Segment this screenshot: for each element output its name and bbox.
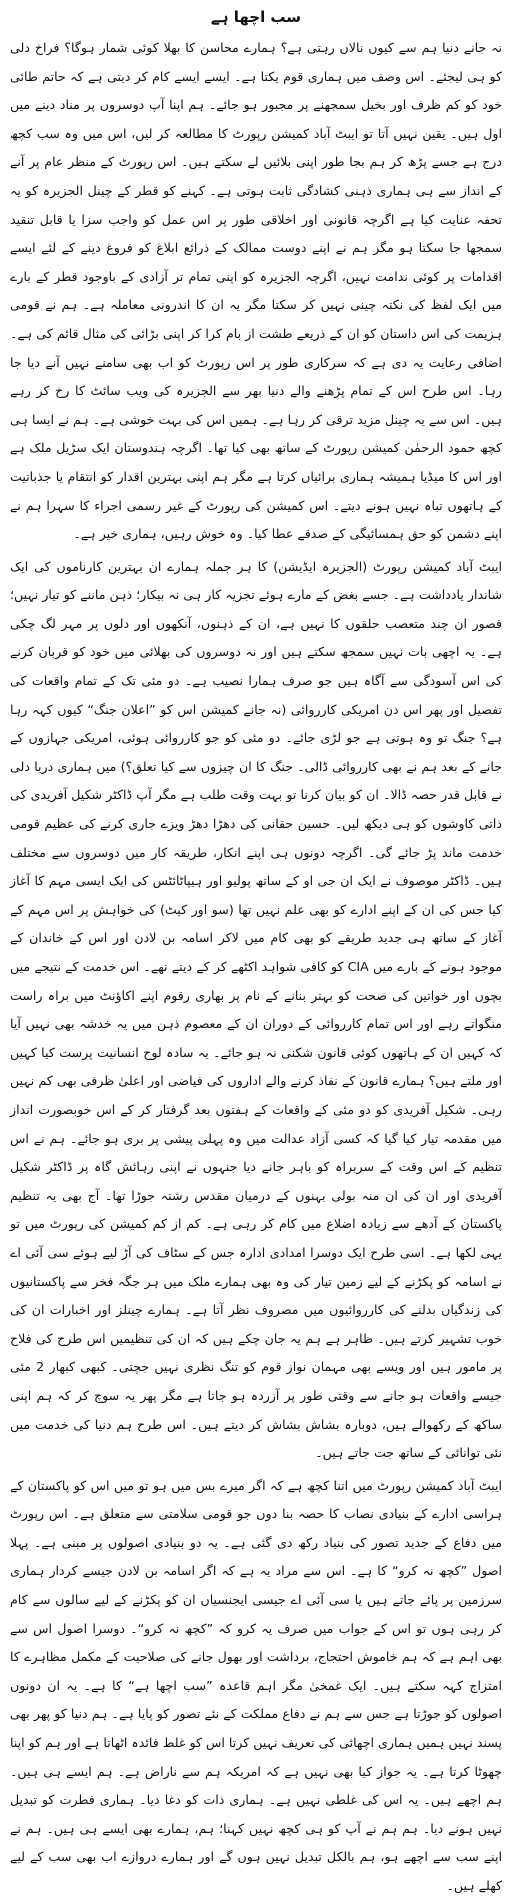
article-paragraph: نہ جانے دنیا ہم سے کیوں نالاں رہتی ہے؟ ہمارے محاسن کا بھلا کوئی شمار ہوگا؟ فراخ دلی کو ہی لیجئے۔ اس وصف میں ہماری قوم یکتا ہے۔ ایسے ایسے کام کر دیتی ہے کہ حاتم طائی خود کو کم ظرف اور بخیل سمجھنے پر مجبور ہو جائے۔ ہم اپنا آپ دوسروں پر مناد دینے میں اول ہیں۔ یقین نہیں آتا تو ایبٹ آباد کمیشن رپورٹ کا مطالعہ کر لیں، اس میں وہ سب کچھ درج ہے جسے پڑھ کر ہم بجا طور اپنی بلائیں لے سکتے ہیں۔ اس رپورٹ کے منظر عام پر آنے کے انداز سے ہی ہماری ذہنی کشادگی ثابت ہوتی ہے۔ کہنے کو قطر کے چینل الجزیرہ کو یہ تحفہ عنایت کیا ہے اگرچہ قانونی اور اخلاقی طور پر اس عمل کو واجب سزا یا قابل تنقید سمجھا جا سکتا ہو مگر ہم نے اپنے دوست ممالک کے ذرائع ابلاغ کو فروغ دینے کے لئے ایسے اقدامات پر کوئی ندامت نہیں، اگرچہ الجزیرہ کو اپنی تمام تر آزادی کے باوجود قطر کے بارے میں ایک لفظ کی نکتہ چینی نہیں کر سکتا مگر یہ ان کا اندرونی معاملہ ہے۔ ہم نے قومی ہزیمت کی اس داستان کو ان کے ذریعے طشت از بام کرا کر اپنی بڑائی کی مثال قائم کی ہے۔ اضافی رعایت یہ دی ہے کہ سرکاری طور پر اس رپورٹ کو اب بھی سامنے نہیں آنے دیا جا رہا۔ اس طرح اس کے تمام پڑھنے والے دنیا بھر سے الجزیرہ کی ویب سائٹ کا رخ کر رہے ہیں۔ اس سے یہ چینل مزید ترقی کر رہا ہے۔ ہمیں اس کی بہت خوشی ہے۔ ہم نے ایسا ہی کچھ حمود الرحمٰن کمیشن رپورٹ کے ساتھ بھی کیا تھا۔ اگرچہ ہندوستان ایک سڑیل ملک ہے اور اس کا میڈیا ہمیشہ ہماری برائیاں کرتا ہے مگر ہم اپنی بہترین اقدار کو انتقام یا جذباتیت کے ہاتھوں تباہ نہیں ہونے دیتے۔ اس کمیشن کی رپورٹ کے غیر رسمی اجراء کا سہرا ہم نے اپنے دشمن کو حق ہمسائیگی کے صدقے عطا کیا۔ وہ خوش رہیں، ہماری خیر ہے۔ bbox=[10, 40, 502, 542]
article-paragraph: ایبٹ آباد کمیشن رپورٹ (الجزیرہ ایڈیشن) کا ہر جملہ ہمارے ان بہترین کارناموں کی ایک شاندار یادداشت ہے۔ جسے بغض کے مارے ہوئے تجزیہ کار ہی نہ بیکار؛ ذہن ماننے کو تیار نہیں؛ قصور ان چند متعصب حلقوں کا نہیں ہے، ان کے ذہنوں، آنکھوں اور دلوں پر مہر لگ چکی ہے۔ یہ اچھی بات نہیں سمجھ سکتے ہیں اور نہ دوسروں کی بھلائی میں خود کو قربان کرنے کی اس آسودگی سے آگاہ ہیں جو صرف ہمارا نصیب ہے۔ دو مئی تک کے تمام واقعات کی تفصیل اور پھر اس دن امریکی کارروائی (نہ جانے کمیشن اس کو ”اعلان جنگ“ کیوں کہہ رہا ہے؟ جنگ تو وہ ہوتی ہے جو لڑی جائے۔ دو مئی کو جو کارروائی ہوئی، امریکی جہازوں کے جانے کے بعد ہم نے بھی کارروائی ڈالی۔ جنگ کا ان چیزوں سے کیا تعلق؟) میں ہماری دریا دلی نے قابل قدر حصہ ڈالا۔ ان کو بیان کرنا تو بہت وقت طلب ہے مگر آپ ڈاکٹر شکیل آفریدی کی ذاتی کاوشوں کو ہی دیکھ لیں۔ حسین حقانی کی دھڑا دھڑ ویزے جاری کرنے کی عظیم قومی خدمت ماند پڑ جائے گی۔ اگرچہ دونوں ہی اپنے انکار، طریقہ کار میں دوسروں سے مختلف ہیں۔ ڈاکٹر موصوف نے ایک ان جی او کے ساتھ پولیو اور ہیپاٹائٹس کی ایک ایسی مہم کا آغاز کیا جس کی ان کے اپنے ادارے کو بھی علم نہیں تھا (سو اور کیٹ) کی خواہش پر اس مہم کے آغاز کے ساتھ ہی جدید طریقے کو بھی کام میں لاکر اسامہ بن لادن اور اس کے خاندان کے موجود ہونے کے بارے میں CIA کو کافی شواہد اکٹھے کر کے دیتے تھے۔ اس خدمت کے نتیجے میں بچوں اور خواتین کی صحت کو بہتر بنانے کے نام پر بھاری رقوم اپنے اکاؤنٹ میں براہ راست منگواتے رہے اور اس تمام کارروائی کے دوران ان کے معصوم ذہن میں یہ خدشہ بھی نہیں آیا کہ کہیں ان کے ہاتھوں کوئی قانون شکنی نہ ہو جائے۔ یہ سادہ لوح انسانیت پرست کیا کہیں اور ملتے ہیں؟ ہمارے قانون کے نفاذ کرنے والے اداروں کی فیاضی اور اعلیٰ ظرفی بھی کم نہیں رہی۔ شکیل آفریدی کو دو مئی کے واقعات کے ہفتوں بعد گرفتار کر کے اس خوبصورت انداز میں مقدمہ تیار کیا گیا کہ کسی آزاد عدالت میں وہ پہلی پیشی پر بری ہو جائے۔ ہم نے اس تنظیم کے اس وقت کے سربراہ کو باہر جانے دیا جنہوں نے اپنی رہائش گاہ پر ڈاکٹر شکیل آفریدی اور ان کی ان منہ بولی بہنوں کے درمیان مقدس رشتہ جوڑا تھا۔ آج بھی یہ تنظیم پاکستان کے آدھے سے زیادہ اضلاع میں کام کر رہی ہے۔ کم از کم کمیشن کی رپورٹ میں تو یہی لکھا ہے۔ اسی طرح ایک دوسرا امدادی ادارہ جس کے سٹاف کی آڑ لیے ہوئے سی آئی اے نے اسامہ کو پکڑنے کے لیے زمین تیار کی وہ بھی ہمارے ملک میں ہر جگہ فخر سے پاکستانیوں کی زندگیاں بدلنے کی کارروائیوں میں مصروف نظر آتا ہے۔ ہمارے چینلز اور اخبارات ان کی خوب تشہیر کرتے ہیں۔ ظاہر ہے ہم یہ جان چکے ہیں کہ ان کی تنظیمیں اس طرح کی فلاح پر مامور ہیں اور ویسے بھی مہمان نواز قوم کو تنگ نظری نہیں جچتی۔ کبھی کبھار 2 مئی جیسے واقعات ہو جانے سے وقتی طور پر آزردہ ہو جاتا ہے مگر پھر یہ سوچ کر کہ ہم اپنی ساکھ کے رکھوالے ہیں، دوبارہ بشاش بشاش کر دیتے ہیں۔ اس طرح ہم دنیا کی خدمت میں نئی توانائی کے ساتھ جت جاتے ہیں۔ bbox=[10, 558, 503, 1461]
article-headline: سب اچھا ہے bbox=[210, 8, 302, 26]
article-paragraph: ایبٹ آباد کمیشن رپورٹ میں اتنا کچھ ہے کہ اگر میرے بس میں ہو تو میں اس کو پاکستان کے ہراسی ادارے کے بنیادی نصاب کا حصہ بنا دوں جو قومی سلامتی سے متعلق ہے۔ اس رپورٹ میں دفاع کے جدید تصور کی بنیاد رکھ دی گئی ہے۔ یہ دو بنیادی اصولوں پر مبنی ہے۔ پہلا اصول ”کچھ نہ کرو“ کا ہے۔ اس سے مراد یہ ہے کہ اگر اسامہ بن لادن جیسے کردار ہماری سرزمین پر پائے جاتے ہیں یا سی آئی اے جیسی ایجنسیاں ان کو پکڑنے کے لیے سالوں سے کام کر رہی ہوں تو اس کے جواب میں صرف یہ کرو کہ ”کچھ نہ کرو“۔ دوسرا اصول اس سے بھی اہم ہے کہ ہم خاموش احتجاج، برداشت اور بھول جانے کی صلاحیت کے مکمل مظاہرے کا امتزاج کہہ سکتے ہیں۔ ایک غمخیٰ مگر اہم قاعدہ ”سب اچھا ہے“ کا ہے۔ یہ ان دونوں اصولوں کو جوڑتا ہے جس سے ہم نے دفاع مملکت کے نئے تصور کو پایا ہے۔ ہم دنیا کو پھر بھی پسند نہیں ہمیں ہماری اچھائی کی تعریف نہیں کرتا اس کو غلط فائدہ اٹھاتا ہے اور ہم کو اپنا چھوٹا کرتا ہے۔ یہ جواز کیا بھی نہیں ہے کہ امریکہ ہم سے ناراض ہے۔ ہم ایسے ہی ہیں۔ ہم اچھے ہیں۔ یہ اس کی غلطی نہیں ہے۔ ہماری ذات کو دغا دیا۔ ہماری فطرت کو تبدیل نہیں ہونے دیا۔ ہم ہم نے آپ کو ہی کچھ نہیں کہنا؛ ہم، ہمارے بھی ایسے ہی ہیں۔ ہم نے اپنے سب سے اچھے ہو، ہم بالکل تبدیل نہیں ہوں گے اور ہمارے دروازے اب بھی سب کے لیے کھلے ہیں۔ bbox=[10, 1477, 502, 1893]
article-body bbox=[10, 34, 502, 1901]
